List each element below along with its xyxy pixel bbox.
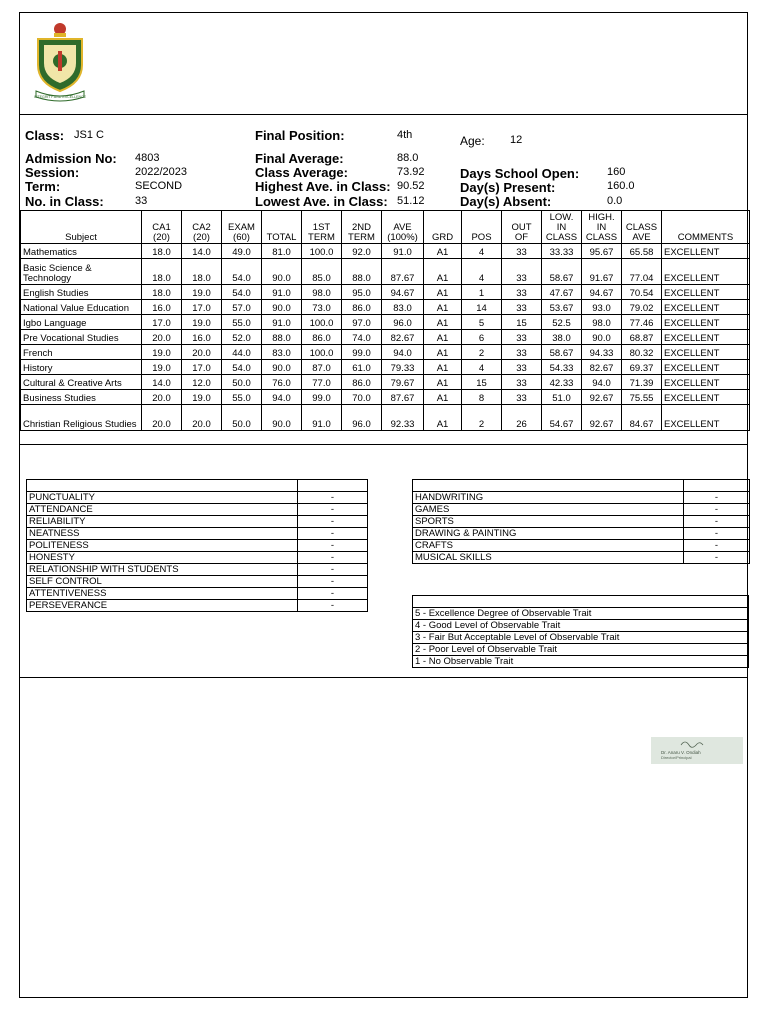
session-label: Session: (25, 165, 80, 180)
grade-cell: A1 (424, 375, 462, 390)
grade-cell: 12.0 (182, 375, 222, 390)
grade-cell: 33 (502, 390, 542, 405)
grade-cell: 33 (502, 244, 542, 259)
grade-cell: 93.0 (582, 300, 622, 315)
trait-rating: - (298, 492, 368, 504)
grade-cell: 91.0 (262, 315, 302, 330)
grade-cell: 20.0 (142, 330, 182, 345)
grade-cell: 54.0 (222, 259, 262, 285)
trait-rating: - (684, 552, 750, 564)
trait-rating: - (298, 540, 368, 552)
column-header: CLASS AVE (622, 211, 662, 244)
subject-cell: Basic Science & Technology (21, 259, 142, 285)
trait-name: CRAFTS (413, 540, 684, 552)
rating-key-table (412, 595, 749, 668)
traits-header-row (413, 480, 750, 492)
grade-cell: 90.0 (262, 259, 302, 285)
trait-rating: - (684, 492, 750, 504)
grade-cell: 1 (462, 285, 502, 300)
svg-text:INTEGRITY AND EXCELLENCE: INTEGRITY AND EXCELLENCE (33, 95, 87, 99)
trait-rating: - (298, 576, 368, 588)
grade-cell: 16.0 (142, 300, 182, 315)
trait-row (413, 516, 750, 528)
trait-row (27, 540, 368, 552)
column-header: COMMENTS (662, 211, 750, 244)
grade-cell: 14.0 (142, 375, 182, 390)
table-row (21, 405, 750, 431)
header-divider (20, 114, 747, 115)
grade-cell: 16.0 (182, 330, 222, 345)
key-row (413, 644, 749, 656)
grade-cell: 87.67 (382, 390, 424, 405)
grade-cell: 55.0 (222, 390, 262, 405)
days-present-value: 160.0 (607, 180, 635, 192)
trait-name: RELIABILITY (27, 516, 298, 528)
days-absent-value: 0.0 (607, 195, 623, 207)
grade-cell: 70.54 (622, 285, 662, 300)
grade-cell: 38.0 (542, 330, 582, 345)
grade-cell: 2 (462, 405, 502, 431)
table-row (21, 375, 750, 390)
trait-name: GAMES (413, 504, 684, 516)
grade-cell: 15 (502, 315, 542, 330)
trait-rating: - (298, 564, 368, 576)
grade-cell: 96.0 (382, 315, 424, 330)
grade-cell: 2 (462, 345, 502, 360)
grade-cell: A1 (424, 390, 462, 405)
grade-cell: A1 (424, 285, 462, 300)
table-row (21, 300, 750, 315)
trait-name: SPORTS (413, 516, 684, 528)
column-header: GRD (424, 211, 462, 244)
trait-row (27, 552, 368, 564)
grade-cell: 4 (462, 360, 502, 375)
class-average-label: Class Average: (255, 165, 348, 180)
table-row (21, 390, 750, 405)
table-row (21, 330, 750, 345)
grade-cell: 33 (502, 375, 542, 390)
grade-cell: 33 (502, 345, 542, 360)
grade-cell: 85.0 (302, 259, 342, 285)
grade-cell: 52.5 (542, 315, 582, 330)
term-value: SECOND (135, 180, 183, 192)
final-position-value: 4th (397, 129, 413, 141)
column-header: 2ND TERM (342, 211, 382, 244)
grade-cell: 18.0 (182, 259, 222, 285)
grade-cell: 83.0 (262, 345, 302, 360)
grade-cell: 96.0 (342, 405, 382, 431)
grade-cell: 26 (502, 405, 542, 431)
subject-cell: History (21, 360, 142, 375)
grade-cell: 57.0 (222, 300, 262, 315)
grade-cell: 94.0 (262, 390, 302, 405)
trait-rating: - (684, 516, 750, 528)
grade-cell: 91.67 (582, 259, 622, 285)
trait-rating: - (684, 540, 750, 552)
grade-cell: 77.04 (622, 259, 662, 285)
trait-rating: - (298, 528, 368, 540)
subject-cell: Christian Religious Studies (21, 405, 142, 431)
grade-cell: 92.0 (342, 244, 382, 259)
school-crest-icon (30, 17, 90, 103)
days-present-label: Day(s) Present: (460, 180, 556, 195)
subject-cell: English Studies (21, 285, 142, 300)
grade-cell: 20.0 (142, 405, 182, 431)
grade-cell: A1 (424, 405, 462, 431)
trait-name: SELF CONTROL (27, 576, 298, 588)
key-row (413, 656, 749, 668)
grade-cell: 86.0 (342, 300, 382, 315)
trait-row (413, 504, 750, 516)
traits-header-row (27, 480, 368, 492)
class-average-value: 73.92 (397, 166, 425, 178)
trait-rating: - (298, 552, 368, 564)
grade-cell: 77.0 (302, 375, 342, 390)
grade-cell: A1 (424, 244, 462, 259)
grade-cell: A1 (424, 360, 462, 375)
table-row (21, 259, 750, 285)
grade-cell: 90.0 (582, 330, 622, 345)
grade-cell: 54.33 (542, 360, 582, 375)
grade-cell: 94.33 (582, 345, 622, 360)
grade-cell: A1 (424, 315, 462, 330)
grades-divider (20, 444, 747, 445)
grade-cell: 15 (462, 375, 502, 390)
subject-cell: French (21, 345, 142, 360)
subject-cell: Pre Vocational Studies (21, 330, 142, 345)
grade-cell: 6 (462, 330, 502, 345)
grade-cell: 86.0 (342, 375, 382, 390)
report-card (19, 12, 748, 998)
grade-cell: 80.32 (622, 345, 662, 360)
trait-row (413, 552, 750, 564)
grade-cell: 95.67 (582, 244, 622, 259)
grade-cell: 14 (462, 300, 502, 315)
trait-row (27, 588, 368, 600)
grade-cell: 51.0 (542, 390, 582, 405)
trait-name: RELATIONSHIP WITH STUDENTS (27, 564, 298, 576)
trait-row (27, 528, 368, 540)
table-row (21, 244, 750, 259)
grade-cell: 20.0 (182, 405, 222, 431)
table-row (21, 315, 750, 330)
key-text: 5 - Excellence Degree of Observable Trait (413, 608, 749, 620)
comment-cell: EXCELLENT (662, 300, 750, 315)
grade-cell: 19.0 (142, 345, 182, 360)
grade-cell: A1 (424, 259, 462, 285)
grade-cell: 14.0 (182, 244, 222, 259)
trait-row (413, 540, 750, 552)
grade-cell: 74.0 (342, 330, 382, 345)
subject-cell: Mathematics (21, 244, 142, 259)
lowest-average-value: 51.12 (397, 195, 425, 207)
trait-row (27, 564, 368, 576)
grade-cell: 82.67 (382, 330, 424, 345)
grade-cell: 84.67 (622, 405, 662, 431)
grade-cell: 19.0 (182, 315, 222, 330)
column-header: AVE (100%) (382, 211, 424, 244)
grade-cell: 33 (502, 285, 542, 300)
highest-average-value: 90.52 (397, 180, 425, 192)
psychomotor-traits-table (412, 479, 750, 564)
age-value: 12 (510, 134, 523, 146)
comment-cell: EXCELLENT (662, 315, 750, 330)
comment-cell: EXCELLENT (662, 259, 750, 285)
signature-role: Director/Principal (661, 755, 692, 760)
comment-cell: EXCELLENT (662, 345, 750, 360)
grades-header-row (21, 211, 750, 244)
trait-row (413, 528, 750, 540)
trait-row (413, 492, 750, 504)
grade-cell: 94.67 (582, 285, 622, 300)
trait-row (27, 516, 368, 528)
grade-cell: 97.0 (342, 315, 382, 330)
grade-cell: 49.0 (222, 244, 262, 259)
grade-cell: 99.0 (342, 345, 382, 360)
grade-cell: 92.33 (382, 405, 424, 431)
no-in-class-label: No. in Class: (25, 194, 104, 209)
grade-cell: 52.0 (222, 330, 262, 345)
key-row (413, 608, 749, 620)
trait-row (27, 576, 368, 588)
grade-cell: 54.0 (222, 360, 262, 375)
trait-row (27, 492, 368, 504)
grade-cell: 20.0 (142, 390, 182, 405)
trait-rating: - (684, 528, 750, 540)
signature-name: Dr. Anaru V. Ondiah (661, 750, 701, 755)
column-header: POS (462, 211, 502, 244)
grade-cell: 18.0 (142, 259, 182, 285)
grade-cell: 70.0 (342, 390, 382, 405)
key-text: 4 - Good Level of Observable Trait (413, 620, 749, 632)
grade-cell: 17.0 (182, 360, 222, 375)
grade-cell: 33 (502, 259, 542, 285)
age-label: Age: (460, 134, 485, 148)
final-position-label: Final Position: (255, 128, 345, 143)
grade-cell: 79.33 (382, 360, 424, 375)
trait-name: PERSEVERANCE (27, 600, 298, 612)
grade-cell: 88.0 (262, 330, 302, 345)
grade-cell: 73.0 (302, 300, 342, 315)
grade-cell: 20.0 (182, 345, 222, 360)
subject-cell: Igbo Language (21, 315, 142, 330)
key-text: 1 - No Observable Trait (413, 656, 749, 668)
admission-value: 4803 (135, 152, 160, 164)
column-header: OUT OF (502, 211, 542, 244)
grade-cell: 88.0 (342, 259, 382, 285)
grade-cell: 33.33 (542, 244, 582, 259)
grade-cell: 68.87 (622, 330, 662, 345)
session-value: 2022/2023 (135, 166, 187, 178)
grade-cell: 100.0 (302, 315, 342, 330)
subject-cell: National Value Education (21, 300, 142, 315)
grade-cell: A1 (424, 330, 462, 345)
grade-cell: 4 (462, 259, 502, 285)
trait-name: ATTENDANCE (27, 504, 298, 516)
grade-cell: A1 (424, 300, 462, 315)
grade-cell: 91.0 (302, 405, 342, 431)
admission-label: Admission No: (25, 151, 117, 166)
grade-cell: 5 (462, 315, 502, 330)
grade-cell: 83.0 (382, 300, 424, 315)
grade-cell: 55.0 (222, 315, 262, 330)
grade-cell: 50.0 (222, 375, 262, 390)
grade-cell: 82.67 (582, 360, 622, 375)
grade-cell: 33 (502, 360, 542, 375)
grade-cell: 81.0 (262, 244, 302, 259)
grade-cell: 92.67 (582, 390, 622, 405)
grade-cell: 65.58 (622, 244, 662, 259)
trait-name: HONESTY (27, 552, 298, 564)
grade-cell: 42.33 (542, 375, 582, 390)
trait-rating: - (298, 504, 368, 516)
key-header-row (413, 596, 749, 608)
grade-cell: 4 (462, 244, 502, 259)
grade-cell: 91.0 (382, 244, 424, 259)
grade-cell: 92.67 (582, 405, 622, 431)
days-absent-label: Day(s) Absent: (460, 194, 552, 209)
comment-cell: EXCELLENT (662, 244, 750, 259)
column-header: LOW. IN CLASS (542, 211, 582, 244)
grade-cell: 100.0 (302, 345, 342, 360)
affective-traits-table (26, 479, 368, 612)
grade-cell: 58.67 (542, 259, 582, 285)
grade-cell: 79.02 (622, 300, 662, 315)
grade-cell: 8 (462, 390, 502, 405)
grade-cell: 19.0 (182, 285, 222, 300)
grade-cell: 91.0 (262, 285, 302, 300)
grade-cell: 87.0 (302, 360, 342, 375)
grade-cell: 53.67 (542, 300, 582, 315)
grade-cell: 58.67 (542, 345, 582, 360)
days-open-label: Days School Open: (460, 166, 580, 181)
signature-icon (651, 737, 743, 764)
key-row (413, 632, 749, 644)
principal-signature (651, 737, 743, 764)
key-row (413, 620, 749, 632)
grade-cell: 76.0 (262, 375, 302, 390)
key-text: 2 - Poor Level of Observable Trait (413, 644, 749, 656)
grade-cell: 90.0 (262, 360, 302, 375)
lowest-average-label: Lowest Ave. in Class: (255, 194, 388, 209)
grade-cell: 47.67 (542, 285, 582, 300)
subject-cell: Cultural & Creative Arts (21, 375, 142, 390)
key-text: 3 - Fair But Acceptable Level of Observable Trait (413, 632, 749, 644)
grade-cell: 44.0 (222, 345, 262, 360)
grade-cell: 19.0 (182, 390, 222, 405)
trait-rating: - (298, 516, 368, 528)
grade-cell: 50.0 (222, 405, 262, 431)
grade-cell: 98.0 (302, 285, 342, 300)
grade-cell: 94.67 (382, 285, 424, 300)
grade-cell: 71.39 (622, 375, 662, 390)
subject-cell: Business Studies (21, 390, 142, 405)
class-label: Class: (25, 128, 65, 143)
trait-rating: - (298, 600, 368, 612)
grade-cell: 18.0 (142, 244, 182, 259)
grade-cell: 90.0 (262, 300, 302, 315)
grade-cell: 79.67 (382, 375, 424, 390)
grade-cell: 54.67 (542, 405, 582, 431)
footer-divider (20, 677, 747, 678)
comment-cell: EXCELLENT (662, 360, 750, 375)
trait-name: DRAWING & PAINTING (413, 528, 684, 540)
trait-name: ATTENTIVENESS (27, 588, 298, 600)
comment-cell: EXCELLENT (662, 285, 750, 300)
column-header: EXAM (60) (222, 211, 262, 244)
trait-row (27, 504, 368, 516)
grade-cell: 86.0 (302, 330, 342, 345)
trait-name: MUSICAL SKILLS (413, 552, 684, 564)
grade-cell: 75.55 (622, 390, 662, 405)
grade-cell: 54.0 (222, 285, 262, 300)
grade-cell: 18.0 (142, 285, 182, 300)
grade-cell: 99.0 (302, 390, 342, 405)
grade-cell: 94.0 (582, 375, 622, 390)
trait-name: HANDWRITING (413, 492, 684, 504)
grade-cell: 95.0 (342, 285, 382, 300)
grade-cell: 69.37 (622, 360, 662, 375)
grade-cell: 90.0 (262, 405, 302, 431)
grade-cell: 100.0 (302, 244, 342, 259)
comment-cell: EXCELLENT (662, 375, 750, 390)
trait-rating: - (298, 588, 368, 600)
grade-cell: 77.46 (622, 315, 662, 330)
comment-cell: EXCELLENT (662, 330, 750, 345)
trait-name: NEATNESS (27, 528, 298, 540)
column-header: CA2 (20) (182, 211, 222, 244)
highest-average-label: Highest Ave. in Class: (255, 179, 391, 194)
term-label: Term: (25, 179, 61, 194)
grade-cell: 94.0 (382, 345, 424, 360)
trait-name: POLITENESS (27, 540, 298, 552)
table-row (21, 345, 750, 360)
no-in-class-value: 33 (135, 195, 148, 207)
final-average-value: 88.0 (397, 152, 419, 164)
grade-cell: 98.0 (582, 315, 622, 330)
class-value: JS1 C (74, 129, 104, 141)
table-row (21, 285, 750, 300)
grade-cell: A1 (424, 345, 462, 360)
grade-cell: 17.0 (182, 300, 222, 315)
column-header: HIGH. IN CLASS (582, 211, 622, 244)
column-header: Subject (21, 211, 142, 244)
table-row (21, 360, 750, 375)
grade-cell: 33 (502, 300, 542, 315)
grade-cell: 61.0 (342, 360, 382, 375)
column-header: TOTAL (262, 211, 302, 244)
final-average-label: Final Average: (255, 151, 344, 166)
grade-cell: 17.0 (142, 315, 182, 330)
column-header: CA1 (20) (142, 211, 182, 244)
trait-name: PUNCTUALITY (27, 492, 298, 504)
grade-cell: 87.67 (382, 259, 424, 285)
trait-rating: - (684, 504, 750, 516)
grades-table (20, 210, 750, 431)
comment-cell: EXCELLENT (662, 390, 750, 405)
grade-cell: 33 (502, 330, 542, 345)
days-open-value: 160 (607, 166, 626, 178)
grade-cell: 19.0 (142, 360, 182, 375)
column-header: 1ST TERM (302, 211, 342, 244)
trait-row (27, 600, 368, 612)
comment-cell: EXCELLENT (662, 405, 750, 431)
